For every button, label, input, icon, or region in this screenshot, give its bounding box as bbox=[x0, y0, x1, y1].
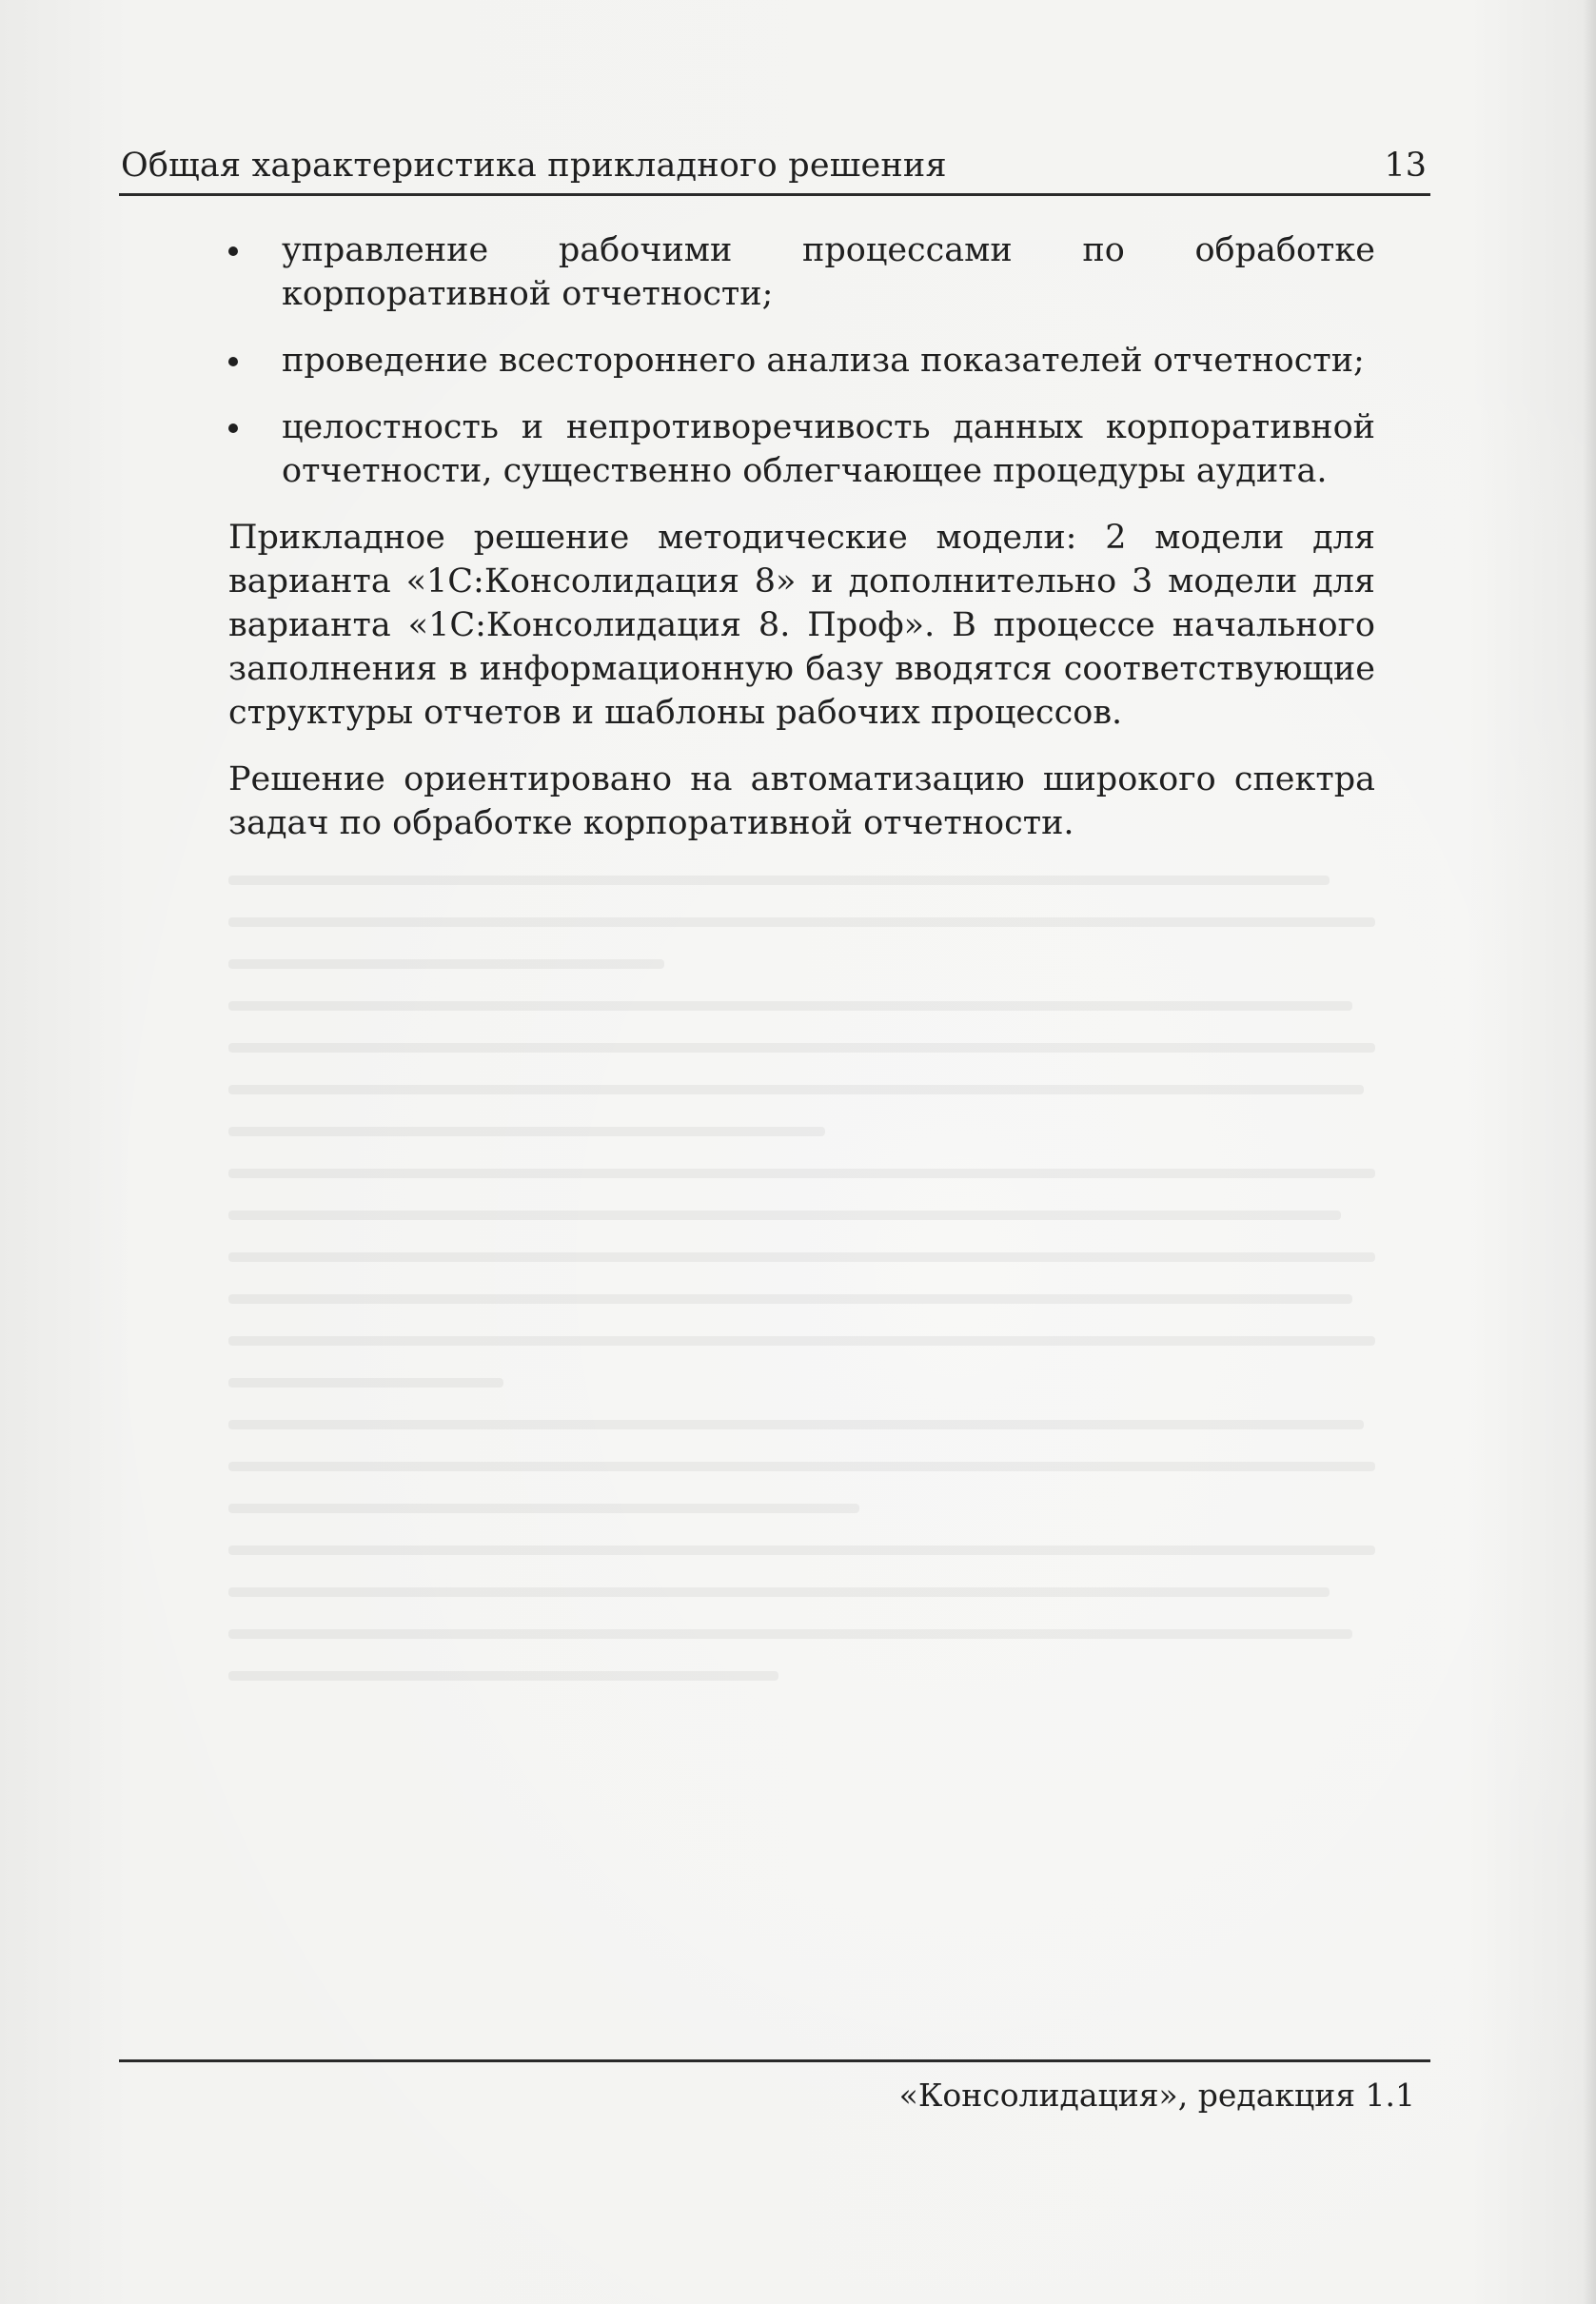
bullet-icon bbox=[228, 423, 238, 433]
footer-rule bbox=[119, 2059, 1430, 2062]
bullet-text: целостность и непротиворечивость данных корпоративной отчетности, существенно облегчающее процедуры аудита. bbox=[282, 408, 1375, 490]
bullet-icon bbox=[228, 357, 238, 366]
main-content bbox=[228, 228, 1375, 868]
bullet-text: проведение всестороннего анализа показателей отчетности; bbox=[282, 342, 1365, 380]
bullet-list bbox=[228, 228, 1375, 493]
running-footer: «Консолидация», редакция 1.1 bbox=[898, 2077, 1415, 2114]
header-rule bbox=[119, 193, 1430, 196]
running-header bbox=[119, 141, 1430, 194]
bullet-icon bbox=[228, 246, 238, 256]
paragraph-orientation: Решение ориентировано на автоматизацию широкого спектра задач по обработке корпоративной отчетности. bbox=[228, 760, 1375, 842]
bleed-through-text bbox=[228, 876, 1375, 1941]
bullet-text: управление рабочими процессами по обработке корпоративной отчетности; bbox=[282, 231, 1375, 313]
bullet-item bbox=[228, 405, 1375, 493]
paragraph-models: Прикладное решение методические модели: 2 модели для варианта «1С:Консолидация 8» и дополнительно 3 модели для варианта «1С:Консолидация 8. Проф». В процессе начального заполнения в информационную базу вводятся соответствующие структуры отчетов и шаблоны рабочих процессов. bbox=[228, 519, 1375, 732]
header-title: Общая характеристика прикладного решения bbox=[121, 147, 947, 185]
page-number: 13 bbox=[1384, 147, 1427, 185]
bullet-item bbox=[228, 339, 1375, 383]
page-edge-shadow bbox=[1583, 0, 1596, 2304]
bullet-item bbox=[228, 228, 1375, 316]
